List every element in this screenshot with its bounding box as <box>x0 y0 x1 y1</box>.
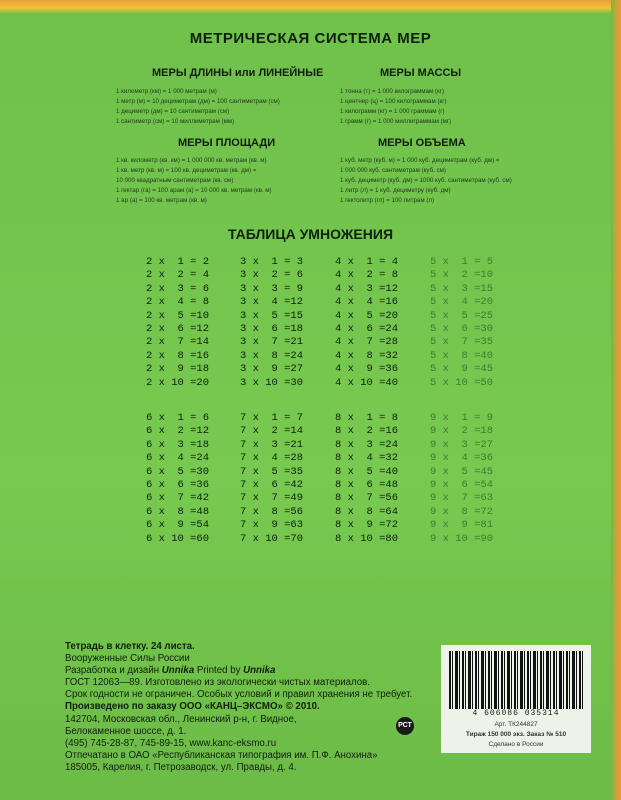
multiplication-column <box>335 412 398 546</box>
multiplication-row: 6 x 7 =42 <box>146 492 210 505</box>
area-heading: МЕРЫ ПЛОЩАДИ <box>178 137 276 149</box>
area-line: 1 гектар (га) = 100 арам (а) = 10 000 кв. метрам (кв. м) <box>116 187 272 194</box>
multiplication-row: 4 x 6 =24 <box>335 323 399 336</box>
mass-heading: МЕРЫ МАССЫ <box>380 67 462 79</box>
length-line: 1 дециметр (дм) = 10 сантиметрам (см) <box>116 108 230 115</box>
multiplication-row: 8 x 9 =72 <box>335 519 399 532</box>
mass-line: 1 килограмм (кг) = 1 000 граммам (г) <box>340 108 445 115</box>
imprint-produced-by: Произведено по заказу ООО «КАНЦ–ЭКСМО» © 2010. <box>65 701 320 713</box>
multiplication-row: 9 x 6 =54 <box>430 479 494 492</box>
volume-list <box>340 156 512 206</box>
multiplication-row: 2 x 3 = 6 <box>146 282 210 295</box>
multiplication-row: 9 x 3 =27 <box>430 438 494 451</box>
multiplication-row: 5 x 4 =20 <box>430 296 494 309</box>
multiplication-row: 8 x 8 =64 <box>335 505 399 518</box>
barcode-label <box>441 645 591 753</box>
area-line: 1 ар (а) = 100 кв. метрам (кв. м) <box>116 197 207 204</box>
barcode-number: 4 606086 035314 <box>472 709 560 718</box>
multiplication-row: 5 x 5 =25 <box>430 309 494 322</box>
multiplication-row: 6 x 1 = 6 <box>146 412 210 424</box>
multiplication-column <box>146 412 209 546</box>
multiplication-row: 6 x 2 =12 <box>146 425 210 438</box>
multiplication-row: 3 x 7 =21 <box>240 336 304 349</box>
multiplication-row: 7 x 8 =56 <box>240 505 304 518</box>
metric-system-title: МЕТРИЧЕСКАЯ СИСТЕМА МЕР <box>189 30 432 47</box>
multiplication-title: ТАБЛИЦА УМНОЖЕНИЯ <box>227 226 394 242</box>
multiplication-row: 5 x 8 =40 <box>430 349 494 362</box>
multiplication-row: 9 x 9 =81 <box>430 519 494 532</box>
multiplication-row: 5 x 1 = 5 <box>430 256 494 268</box>
unnika-logo: Unnika <box>161 665 195 677</box>
multiplication-row: 7 x 7 =49 <box>240 492 304 505</box>
multiplication-row: 6 x 4 =24 <box>146 452 210 465</box>
volume-line: 1 куб. метр (куб. м) = 1 000 куб. дециметрам (куб. дм) = <box>340 157 500 164</box>
mass-line: 1 центнер (ц) = 100 килограммам (кг) <box>340 98 447 105</box>
imprint-notebook-type: Тетрадь в клетку. 24 листа. <box>65 641 195 652</box>
multiplication-row: 4 x 2 = 8 <box>335 269 399 282</box>
multiplication-row: 8 x 5 =40 <box>335 465 399 478</box>
imprint-design <box>65 665 412 677</box>
imprint-design-prefix: Разработка и дизайн <box>65 665 160 677</box>
mass-list <box>340 87 451 127</box>
multiplication-row: 9 x 4 =36 <box>430 452 494 465</box>
multiplication-row: 3 x 10 =30 <box>240 376 304 389</box>
multiplication-row: 7 x 1 = 7 <box>240 412 304 424</box>
multiplication-row: 3 x 3 = 9 <box>240 282 304 295</box>
multiplication-row: 9 x 5 =45 <box>430 465 494 478</box>
multiplication-row: 4 x 9 =36 <box>335 363 399 376</box>
multiplication-row: 5 x 7 =35 <box>430 336 494 349</box>
multiplication-row: 9 x 8 =72 <box>430 505 494 518</box>
area-line: 1 кв. метр (кв. м) = 100 кв. дециметрам (кв. дм) = <box>116 167 257 174</box>
multiplication-row: 9 x 7 =63 <box>430 492 494 505</box>
multiplication-row: 9 x 1 = 9 <box>430 412 494 424</box>
multiplication-column <box>430 412 493 546</box>
multiplication-row: 7 x 10 =70 <box>240 532 304 545</box>
multiplication-column <box>146 256 209 390</box>
multiplication-row: 3 x 1 = 3 <box>240 256 304 268</box>
multiplication-row: 4 x 3 =12 <box>335 282 399 295</box>
multiplication-row: 2 x 1 = 2 <box>146 256 210 268</box>
barcode-icon <box>449 651 583 709</box>
area-line: 1 кв. километр (кв. км) = 1 000 000 кв. метрам (кв. м) <box>116 157 267 164</box>
multiplication-row: 5 x 9 =45 <box>430 363 494 376</box>
cover-edge <box>611 0 621 800</box>
multiplication-row: 4 x 4 =16 <box>335 296 399 309</box>
multiplication-row: 6 x 8 =48 <box>146 505 210 518</box>
unnika-logo: Unnika <box>243 665 276 677</box>
volume-line: 1 литр (л) = 1 куб. дециметру (куб. дм) <box>340 187 451 194</box>
multiplication-row: 9 x 2 =18 <box>430 425 494 438</box>
volume-heading: МЕРЫ ОБЪЕМА <box>378 137 466 149</box>
area-list <box>116 156 272 206</box>
multiplication-row: 2 x 2 = 4 <box>146 269 210 282</box>
imprint-address-2: Белокаменное шоссе, д. 1. <box>65 725 187 737</box>
length-line: 1 метр (м) = 10 дециметрам (дм) = 100 сантиметрам (см) <box>116 98 280 105</box>
multiplication-row: 4 x 1 = 4 <box>335 256 399 268</box>
imprint-shelf-life: Срок годности не ограничен. Особых условий и правил хранения не требует. <box>65 689 413 701</box>
multiplication-row: 6 x 5 =30 <box>146 465 210 478</box>
imprint <box>65 641 412 774</box>
imprint-series: Вооруженные Силы России <box>65 653 190 665</box>
multiplication-row: 4 x 5 =20 <box>335 309 399 322</box>
mass-line: 1 грамм (г) = 1 000 миллиграммам (мг) <box>340 118 452 125</box>
multiplication-row: 3 x 4 =12 <box>240 296 304 309</box>
multiplication-row: 2 x 7 =14 <box>146 336 210 349</box>
multiplication-row: 6 x 6 =36 <box>146 479 210 492</box>
imprint-printed-by: Printed by <box>196 665 241 677</box>
multiplication-row: 3 x 6 =18 <box>240 323 304 336</box>
multiplication-column <box>240 256 303 390</box>
multiplication-row: 7 x 6 =42 <box>240 479 304 492</box>
multiplication-row: 5 x 2 =10 <box>430 269 494 282</box>
imprint-printer-address: 185005, Карелия, г. Петрозаводск, ул. Правды, д. 4. <box>65 761 297 773</box>
multiplication-row: 7 x 4 =28 <box>240 452 304 465</box>
length-line: 1 сантиметр (см) = 10 миллиметрам (мм) <box>116 118 235 125</box>
volume-line: 1 000 000 куб. сантиметрам (куб. см) <box>340 167 446 174</box>
multiplication-row: 4 x 8 =32 <box>335 349 399 362</box>
multiplication-row: 3 x 9 =27 <box>240 363 304 376</box>
imprint-printed-at: Отпечатано в ОАО «Республиканская типография им. П.Ф. Анохина» <box>65 749 378 761</box>
imprint-contacts: (495) 745-28-87, 745-89-15, www.kanc-eksmo.ru <box>65 737 277 749</box>
multiplication-row: 6 x 3 =18 <box>146 438 210 451</box>
multiplication-row: 8 x 2 =16 <box>335 425 399 438</box>
imprint-gost: ГОСТ 12063—89. Изготовлено из экологически чистых материалов. <box>65 677 370 689</box>
mass-line: 1 тонна (т) = 1 000 килограммам (кг) <box>340 88 445 95</box>
multiplication-row: 2 x 9 =18 <box>146 363 210 376</box>
made-in: Сделано в России <box>488 741 544 748</box>
multiplication-row: 7 x 2 =14 <box>240 425 304 438</box>
multiplication-row: 3 x 8 =24 <box>240 349 304 362</box>
imprint-address: 142704, Московская обл., Ленинский р-н, г. Видное, <box>65 713 297 725</box>
multiplication-row: 2 x 5 =10 <box>146 309 210 322</box>
multiplication-row: 5 x 10 =50 <box>430 376 494 389</box>
multiplication-row: 9 x 10 =90 <box>430 532 494 545</box>
article-number: Арт. ТК244827 <box>494 721 538 728</box>
multiplication-row: 7 x 9 =63 <box>240 519 304 532</box>
multiplication-row: 2 x 8 =16 <box>146 349 210 362</box>
multiplication-row: 7 x 5 =35 <box>240 465 304 478</box>
multiplication-row: 5 x 3 =15 <box>430 282 494 295</box>
multiplication-row: 8 x 4 =32 <box>335 452 399 465</box>
multiplication-row: 2 x 4 = 8 <box>146 296 210 309</box>
certification-mark: РСТ <box>396 717 414 735</box>
multiplication-row: 2 x 10 =20 <box>146 376 210 389</box>
length-list <box>116 87 280 127</box>
multiplication-column <box>335 256 398 390</box>
length-heading: МЕРЫ ДЛИНЫ или ЛИНЕЙНЫЕ <box>152 67 324 79</box>
multiplication-row: 8 x 7 =56 <box>335 492 399 505</box>
length-line: 1 километр (км) = 1 000 метрам (м) <box>116 88 217 95</box>
multiplication-row: 8 x 6 =48 <box>335 479 399 492</box>
multiplication-row: 8 x 10 =80 <box>335 532 399 545</box>
multiplication-row: 3 x 2 = 6 <box>240 269 304 282</box>
multiplication-row: 5 x 6 =30 <box>430 323 494 336</box>
multiplication-row: 6 x 9 =54 <box>146 519 210 532</box>
area-line: 10 000 квадратным сантиметрам (кв. см) <box>116 177 234 184</box>
multiplication-row: 6 x 10 =60 <box>146 532 210 545</box>
multiplication-column <box>240 412 303 546</box>
multiplication-row: 3 x 5 =15 <box>240 309 304 322</box>
volume-line: 1 гектолитр (гл) = 100 литрам (л) <box>340 197 435 204</box>
multiplication-row: 4 x 10 =40 <box>335 376 399 389</box>
multiplication-row: 4 x 7 =28 <box>335 336 399 349</box>
multiplication-row: 2 x 6 =12 <box>146 323 210 336</box>
multiplication-row: 7 x 3 =21 <box>240 438 304 451</box>
multiplication-row: 8 x 1 = 8 <box>335 412 399 424</box>
volume-line: 1 куб. дециметр (куб. дм) = 1000 куб. сантиметрам (куб. см) <box>340 177 512 184</box>
multiplication-column <box>430 256 493 390</box>
multiplication-row: 8 x 3 =24 <box>335 438 399 451</box>
print-run: Тираж 150 000 экз. Заказ № 510 <box>465 731 567 738</box>
